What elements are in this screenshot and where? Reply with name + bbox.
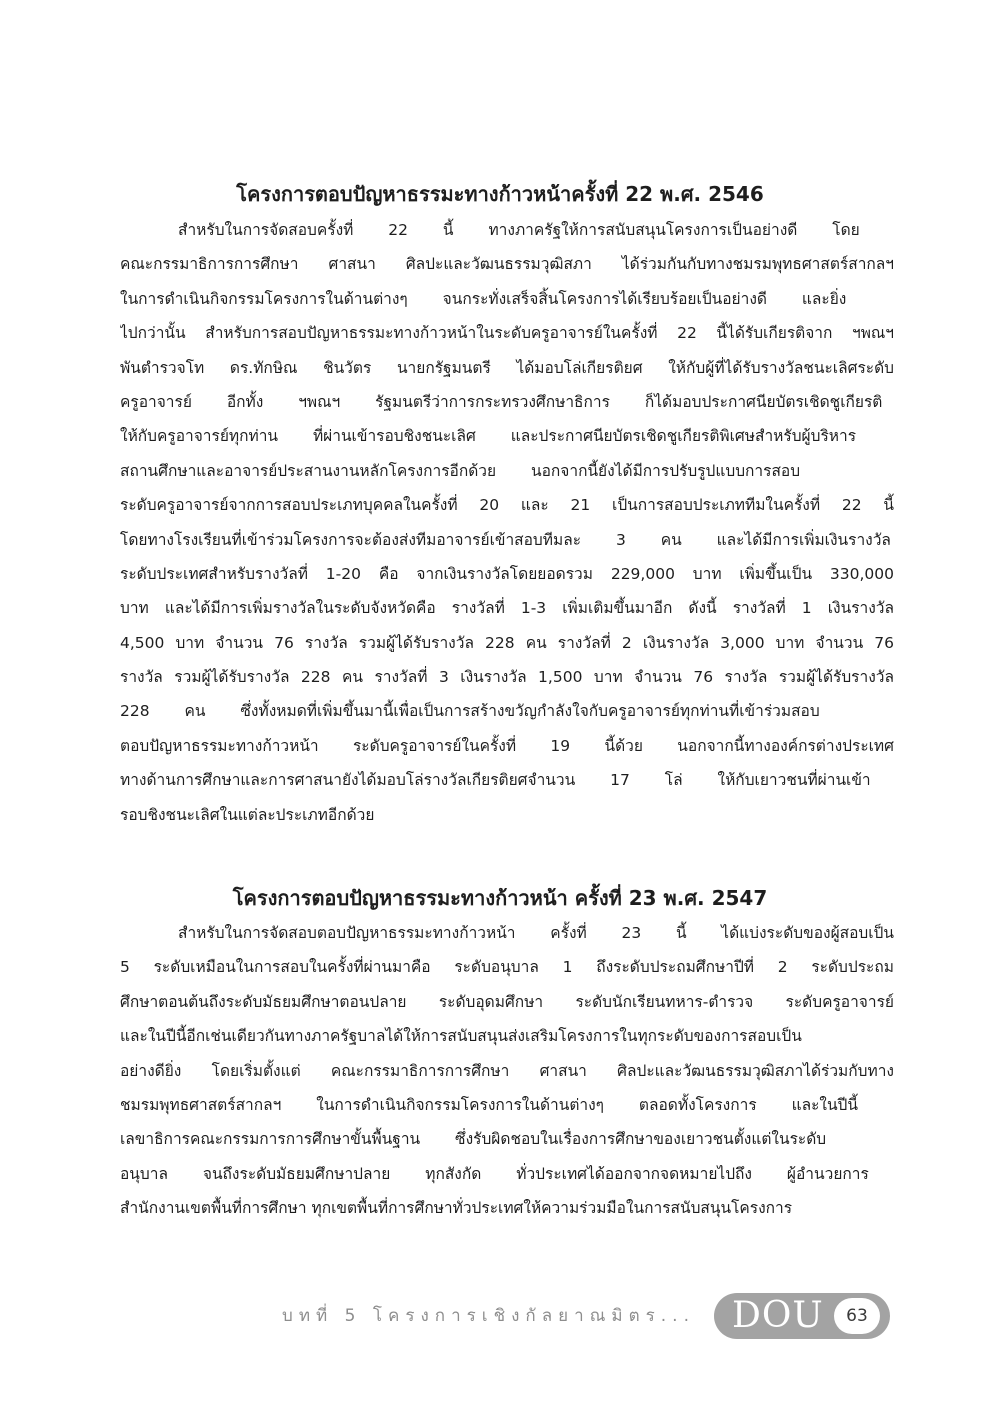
paragraph-line: 4,500 บาท จำนวน 76 รางวัล รวมผู้ได้รับรางวัล 228 คน รางวัลที่ 2 เงินรางวัล 3,000 บาท จำนวน 76 xyxy=(120,633,894,652)
paragraph-line: ชมรมพุทธศาสตร์สากลฯ ในการดำเนินกิจกรรมโครงการในด้านต่างๆ ตลอดทั้งโครงการ และในปีนี้ xyxy=(120,1095,858,1114)
paragraph-line: รอบชิงชนะเลิศในแต่ละประเภทอีกด้วย xyxy=(120,805,375,824)
chapter-running-title: บทที่ 5 โครงการเชิงกัลยาณมิตร... xyxy=(282,1306,695,1326)
paragraph-line: สถานศึกษาและอาจารย์ประสานงานหลักโครงการอีกด้วย นอกจากนี้ยังได้มีการปรับรูปแบบการสอบ xyxy=(120,461,801,480)
paragraph-line: สำหรับในการจัดสอบครั้งที่ 22 นี้ ทางภาครัฐให้การสนับสนุนโครงการเป็นอย่างดี โดย xyxy=(178,221,860,239)
paragraph-line: ในการดำเนินกิจกรรมโครงการในด้านต่างๆ จนกระทั่งเสร็จสิ้นโครงการได้เรียบร้อยเป็นอย่างดี และยิ่ง xyxy=(120,289,847,308)
paragraph-line: เลขาธิการคณะกรรมการการศึกษาขั้นพื้นฐาน ซึ่งรับผิดชอบในเรื่องการศึกษาของเยาวชนตั้งแต่ในระดับ xyxy=(120,1130,827,1149)
paragraph-line: 228 คน ซึ่งทั้งหมดที่เพิ่มขึ้นมานี้เพื่อเป็นการสร้างขวัญกำลังใจกับครูอาจารย์ทุกท่านที่เข้าร่วมสอบ xyxy=(120,702,820,721)
paragraph-line: สำหรับในการจัดสอบตอบปัญหาธรรมะทางก้าวหน้า ครั้งที่ 23 นี้ ได้แบ่งระดับของผู้สอบเป็น xyxy=(178,924,894,942)
page-number: 63 xyxy=(834,1298,880,1334)
footer-badge xyxy=(714,1293,890,1339)
paragraph-line: โดยทางโรงเรียนที่เข้าร่วมโครงการจะต้องส่งทีมอาจารย์เข้าสอบทีมละ 3 คน และได้มีการเพิ่มเงินรางวัล xyxy=(120,530,891,549)
paragraph-line: บาท และได้มีการเพิ่มรางวัลในระดับจังหวัดคือ รางวัลที่ 1-3 เพิ่มเติมขึ้นมาอีก ดังนี้ รางวัลที่ 1 เงินรางวัล xyxy=(120,599,894,618)
section-1-paragraph xyxy=(120,213,894,832)
paragraph-line: ศึกษาตอนต้นถึงระดับมัธยมศึกษาตอนปลาย ระดับอุดมศึกษา ระดับนักเรียนทหาร-ตำรวจ ระดับครูอาจารย์ xyxy=(120,992,894,1011)
paragraph-line: อนุบาล จนถึงระดับมัธยมศึกษาปลาย ทุกสังกัด ทั่วประเทศได้ออกจากจดหมายไปถึง ผู้อำนวยการ xyxy=(120,1164,869,1183)
paragraph-line: ระดับครูอาจารย์จากการสอบประเภทบุคคลในครั้งที่ 20 และ 21 เป็นการสอบประเภททีมในครั้งที่ 22 นี้ xyxy=(120,496,894,515)
paragraph-line: อย่างดียิ่ง โดยเริ่มตั้งแต่ คณะกรรมาธิการการศึกษา ศาสนา ศิลปะและวัฒนธรรมวุฒิสภาได้ร่วมกับทาง xyxy=(120,1061,894,1080)
page-footer xyxy=(0,1293,1000,1339)
paragraph-line: ทางด้านการศึกษาและการศาสนายังได้มอบโล่รางวัลเกียรติยศจำนวน 17 โล่ ให้กับเยาวชนที่ผ่านเข้า xyxy=(120,771,871,790)
section-2-paragraph xyxy=(120,916,894,1226)
paragraph-line: ระดับประเทศสำหรับรางวัลที่ 1-20 คือ จากเงินรางวัลโดยยอดรวม 229,000 บาท เพิ่มขึ้นเป็น 330,000 xyxy=(120,564,894,583)
paragraph-line: ไปกว่านั้น สำหรับการสอบปัญหาธรรมะทางก้าวหน้าในระดับครูอาจารย์ในครั้งที่ 22 นี้ได้รับเกียรติจาก ฯพณฯ xyxy=(120,324,894,343)
paragraph-line: 5 ระดับเหมือนในการสอบในครั้งที่ผ่านมาคือ ระดับอนุบาล 1 ถึงระดับประถมศึกษาปีที่ 2 ระดับประถม xyxy=(120,958,894,977)
paragraph-line: ครูอาจารย์ อีกทั้ง ฯพณฯ รัฐมนตรีว่าการกระทรวงศึกษาธิการ ก็ได้มอบประกาศนียบัตรเชิดชูเกียรติ xyxy=(120,392,883,411)
paragraph-line: สำนักงานเขตพื้นที่การศึกษา ทุกเขตพื้นที่การศึกษาทั่วประเทศให้ความร่วมมือในการสนับสนุนโครงการ xyxy=(120,1199,793,1218)
brand-logo: DOU xyxy=(732,1295,824,1336)
paragraph-line: และในปีนี้อีกเช่นเดียวกันทางภาครัฐบาลได้ให้การสนับสนุนส่งเสริมโครงการในทุกระดับของการสอบเป็น xyxy=(120,1027,802,1046)
section-2-heading: โครงการตอบปัญหาธรรมะทางก้าวหน้า ครั้งที่ 23 พ.ศ. 2547 xyxy=(232,885,768,910)
paragraph-line: พันตำรวจโท ดร.ทักษิณ ชินวัตร นายกรัฐมนตรี ได้มอบโล่เกียรติยศ ให้กับผู้ที่ได้รับรางวัลชนะเลิศระดับ xyxy=(120,358,894,377)
paragraph-line: ให้กับครูอาจารย์ทุกท่าน ที่ผ่านเข้ารอบชิงชนะเลิศ และประกาศนียบัตรเชิดชูเกียรติพิเศษสำหรับผู้บริหาร xyxy=(120,427,857,446)
paragraph-line: ตอบปัญหาธรรมะทางก้าวหน้า ระดับครูอาจารย์ในครั้งที่ 19 นี้ด้วย นอกจากนี้ทางองค์กรต่างประเทศ xyxy=(120,736,894,755)
paragraph-line: คณะกรรมาธิการการศึกษา ศาสนา ศิลปะและวัฒนธรรมวุฒิสภา ได้ร่วมกันกับทางชมรมพุทธศาสตร์สากลฯ xyxy=(120,255,894,274)
section-1-heading: โครงการตอบปัญหาธรรมะทางก้าวหน้าครั้งที่ 22 พ.ศ. 2546 xyxy=(236,181,764,206)
paragraph-line: รางวัล รวมผู้ได้รับรางวัล 228 คน รางวัลที่ 3 เงินรางวัล 1,500 บาท จำนวน 76 รางวัล รวมผู้ได้รับรางวัล xyxy=(120,668,894,687)
